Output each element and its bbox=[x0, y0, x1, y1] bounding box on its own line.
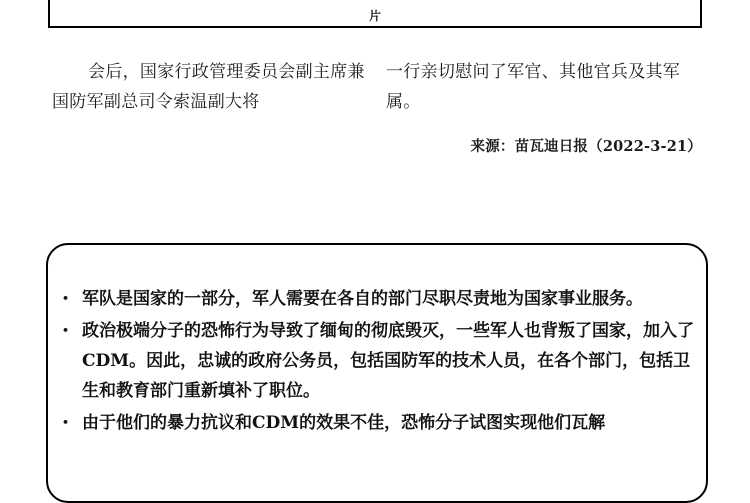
key-points-list bbox=[58, 284, 698, 440]
key-point bbox=[58, 408, 698, 438]
key-point bbox=[58, 284, 698, 314]
key-point-text: 军队是国家的一部分，军人需要在各自的部门尽职尽责地为国家事业服务。 bbox=[82, 289, 643, 309]
photo-caption: 片 bbox=[368, 8, 381, 23]
article-left-column: 会后，国家行政管理委员会副主席兼国防军副总司令索温副大将 bbox=[52, 62, 365, 112]
source-line: 来源：苗瓦迪日报（2022-3-21） bbox=[470, 138, 702, 155]
bullet-icon: • bbox=[62, 324, 70, 337]
key-point bbox=[58, 316, 698, 406]
bullet-icon: • bbox=[62, 292, 70, 305]
bullet-icon: • bbox=[62, 416, 70, 429]
photo-caption-box bbox=[48, 0, 702, 28]
key-point-text: 政治极端分子的恐怖行为导致了缅甸的彻底毁灭，一些军人也背叛了国家，加入了CDM。因此，忠诚的政府公务员，包括国防军的技术人员，在各个部门，包括卫生和教育部门重新填补了职位。 bbox=[82, 321, 694, 401]
article-right-column: 一行亲切慰问了军官、其他官兵及其军属。 bbox=[386, 62, 681, 112]
key-point-text: 由于他们的暴力抗议和CDM的效果不佳，恐怖分子试图实现他们瓦解 bbox=[82, 413, 606, 433]
